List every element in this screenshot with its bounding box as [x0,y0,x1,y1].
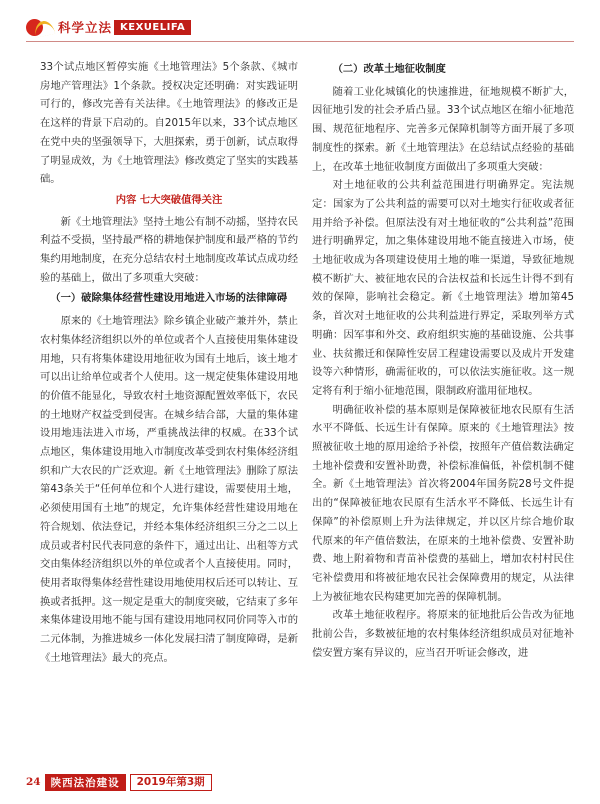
section-heading: 内容 七大突破值得关注 [115,193,223,206]
paragraph: 改革土地征收程序。将原来的征地批后公告改为征地批前公告，多数被征地的农村集体经济组织成员对征地补偿安置方案有异议的，应当召开听证会修改，进 [312,609,574,659]
section-heading: （一）破除集体经营性建设用地进入市场的法律障碍 [50,292,288,305]
right-column [312,58,574,663]
paragraph: 新《土地管理法》坚持土地公有制不动摇，坚持农民利益不受损，坚持最严格的耕地保护制度和最严格的节约集约用地制度，在充分总结农村土地制度改革试点成功经验的基础上，做出了多项重大突破： [40,215,298,284]
section-title-pinyin: KEXUELIFA [114,20,191,35]
issue-label: 2019年第3期 [130,774,212,791]
header-divider [26,41,574,42]
publication-name: 陕西法治建设 [45,774,126,791]
paragraph: 对土地征收的公共利益范围进行明确界定。宪法规定：国家为了公共利益的需要可以对土地实行征收或者征用并给予补偿。但原法没有对土地征收的“公共利益”范围进行明确界定，加之集体建设用地不能直接进入市场，使土地征收成为各项建设使用土地的唯一渠道，导致征地规模不断扩大、被征地农民的合法权益和长远生计得不到有效的保障，影响社会稳定。新《土地管理法》增加第45条，首次对土地征收的公共利益进行界定，采取列举方式明确：因军事和外交、政府组织实施的基础设施、公共事业、扶贫搬迁和保障性安居工程建设需要以及成片开发建设等六种情形，确需征收的，可以依法实施征收。这一规定将有利于缩小征地范围，限制政府滥用征地权。 [312,179,574,397]
section-heading: （二）改革土地征收制度 [332,63,446,75]
left-column [40,58,298,668]
paragraph: 随着工业化城镇化的快速推进，征地规模不断扩大，因征地引发的社会矛盾凸显。33个试点地区在缩小征地范围、规范征地程序、完善多元保障机制等方面开展了多项制度性的探索。新《土地管理法》在总结试点经验的基础上，在改革土地征收制度方面做出了多项重大突破： [312,85,574,173]
magazine-logo-icon [26,18,54,36]
page-number: 24 [26,776,41,788]
page-footer [26,773,212,791]
paragraph: 明确征收补偿的基本原则是保障被征地农民原有生活水平不降低、长远生计有保障。原来的《土地管理法》按照被征收土地的原用途给予补偿，按照年产值倍数法确定土地补偿费和安置补助费，补偿标准偏低，补偿机制不健全。新《土地管理法》首次将2004年国务院28号文件提出的“保障被征地农民原有生活水平不降低、长远生计有保障”的补偿原则上升为法律规定，并以区片综合地价取代原来的年产值倍数法，在原来的土地补偿费、安置补助费、地上附着物和青苗补偿费的基础上，增加农村村民住宅补偿费用和将被征地农民社会保障费用的规定，从法律上为被征地农民构建更加完善的保障机制。 [312,403,574,603]
section-title: 科学立法 [58,20,113,35]
section-header [26,16,191,38]
paragraph: 原来的《土地管理法》除乡镇企业破产兼并外，禁止农村集体经济组织以外的单位或者个人直接使用集体建设用地，只有将集体建设用地征收为国有土地后，该土地才可以出让给单位或者个人使用。这一规定使集体建设用地的价值不能显化，导致农村土地资源配置效率低下，农民的土地财产权益受到侵害。在城乡结合部，大量的集体建设用地违法进入市场，严重挑战法律的权威。在33个试点地区，集体建设用地入市制度改革受到农村集体经济组织和广大农民的广泛欢迎。新《土地管理法》删除了原法第43条关于“任何单位和个人进行建设，需要使用土地，必须使用国有土地”的规定，允许集体经营性建设用地在符合规划、依法登记，并经本集体经济组织三分之二以上成员或者村民代表同意的条件下，通过出让、出租等方式交由集体经济组织以外的单位或者个人直接使用。同时，使用者取得集体经营性建设用地使用权后还可以转让、互换或者抵押。这一规定是重大的制度突破，它结束了多年来集体建设用地不能与国有建设用地同权同价同等入市的二元体制，为推进城乡一体化发展扫清了制度障碍，是新《土地管理法》最大的亮点。 [40,315,298,664]
paragraph: 33个试点地区暂停实施《土地管理法》5个条款、《城市房地产管理法》1个条款。授权决定还明确：对实践证明可行的，修改完善有关法律。《土地管理法》的修改正是在这样的背景下启动的。自2015年以来，33个试点地区在党中央的坚强领导下，大胆探索，勇于创新，试点取得了明显成效，为《土地管理法》修改奠定了坚实的实践基础。 [40,61,298,186]
